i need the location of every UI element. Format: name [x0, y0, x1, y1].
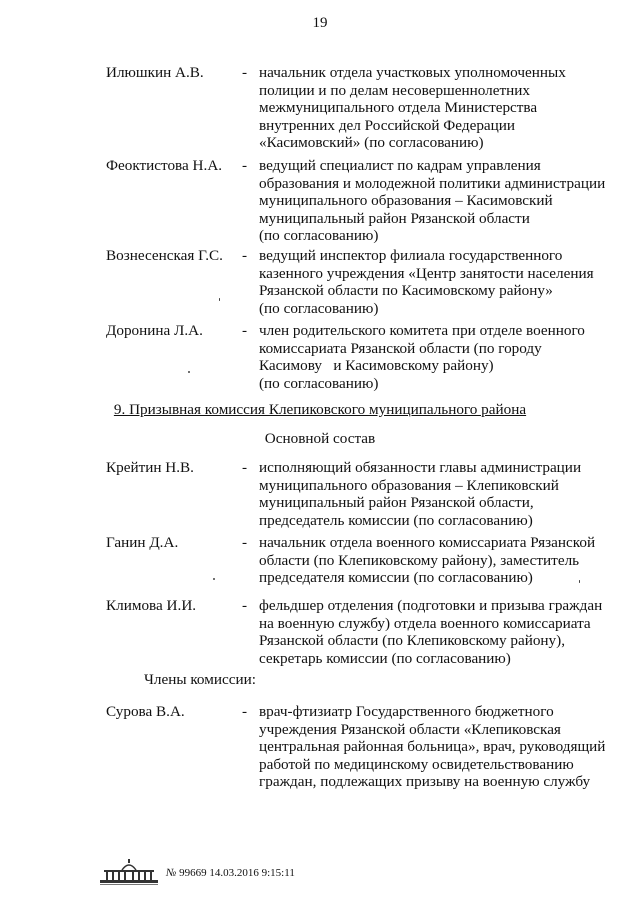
entry-description: [259, 597, 629, 667]
entry-dash: -: [242, 247, 248, 264]
description-line: фельдшер отделения (подготовки и призыва граждан: [259, 597, 603, 614]
description-line: председателя комиссии (по согласованию): [259, 569, 533, 587]
scan-speck: [188, 371, 190, 373]
description-line: работой по медицинскому освидетельствованию: [259, 755, 574, 773]
description-line: (по согласованию): [259, 374, 379, 392]
entry-description: [259, 322, 629, 392]
entry-dash: -: [242, 597, 248, 614]
description-line: муниципального образования – Касимовский: [259, 192, 553, 210]
description-line: на военную службу) отдела военного комиссариата: [259, 614, 591, 632]
entry-name: Вознесенская Г.С.: [106, 247, 223, 264]
description-line: муниципальный район Рязанской области,: [259, 494, 534, 512]
entry-name: Климова И.И.: [106, 597, 197, 614]
description-line: учреждения Рязанской области «Клепиковская: [259, 720, 561, 738]
entry-name: Феоктистова Н.А.: [106, 157, 223, 174]
entry-name: Сурова В.А.: [106, 703, 185, 720]
description-line: муниципальный район Рязанской области: [259, 209, 530, 227]
description-line: межмуниципального отдела Министерства: [259, 99, 538, 117]
entry-dash: -: [242, 64, 248, 81]
description-line: муниципального образования – Клепиковский: [259, 476, 559, 494]
entry-name: Доронина Л.А.: [106, 322, 203, 339]
description-line: Касимову и Касимовскому району): [259, 357, 494, 375]
scan-speck: [219, 298, 220, 301]
government-building-logo-icon: [98, 858, 160, 886]
description-line: Рязанской области по Касимовскому району»: [259, 282, 553, 300]
description-line: комиссариата Рязанской области (по городу: [259, 339, 542, 357]
description-line: секретарь комиссии (по согласованию): [259, 649, 511, 667]
description-line: области (по Клепиковскому району), заместитель: [259, 551, 580, 569]
footer: [98, 858, 338, 888]
entry-description: [259, 459, 629, 529]
entry-dash: -: [242, 322, 248, 339]
description-line: (по согласованию): [259, 299, 379, 317]
document-stamp: [166, 867, 295, 879]
entry-dash: -: [242, 459, 248, 476]
document-number: 99669: [179, 867, 207, 879]
entry-name: Илюшкин А.В.: [106, 64, 204, 81]
scan-speck: [213, 578, 215, 580]
entry-description: [259, 64, 629, 152]
description-line: (по согласованию): [259, 227, 379, 245]
description-line: председатель комиссии (по согласованию): [259, 511, 533, 529]
entry-description: [259, 157, 629, 245]
description-line: врач-фтизиатр Государственного бюджетного: [259, 703, 554, 720]
document-number-mark: №: [166, 867, 177, 879]
entry-description: [259, 534, 629, 587]
description-line: ведущий инспектор филиала государственного: [259, 247, 563, 264]
entry-dash: -: [242, 534, 248, 551]
page-number: 19: [312, 15, 328, 31]
description-line: ведущий специалист по кадрам управления: [259, 157, 541, 174]
document-timestamp: 14.03.2016 9:15:11: [209, 867, 295, 879]
entry-name: Крейтин Н.В.: [106, 459, 194, 476]
entry-dash: -: [242, 157, 248, 174]
scan-speck: [579, 580, 580, 583]
description-line: начальник отдела участковых уполномоченных: [259, 64, 566, 81]
entry-dash: -: [242, 703, 248, 720]
entry-name: Ганин Д.А.: [106, 534, 179, 551]
description-line: исполняющий обязанности главы администрации: [259, 459, 582, 476]
description-line: внутренних дел Российской Федерации: [259, 116, 516, 134]
description-line: «Касимовский» (по согласованию): [259, 134, 484, 152]
description-line: начальник отдела военного комиссариата Рязанской: [259, 534, 596, 551]
entry-description: [259, 247, 629, 317]
section-title-text: 9. Призывная комиссия Клепиковского муниципального района: [113, 401, 527, 418]
description-line: граждан, подлежащих призыву на военную службу: [259, 773, 591, 791]
description-line: полиции и по делам несовершеннолетних: [259, 81, 530, 99]
members-label: Члены комиссии:: [144, 671, 256, 688]
description-line: центральная районная больница», врач, руководящий: [259, 738, 606, 756]
section-title: [0, 401, 640, 419]
section-subtitle: Основной состав: [264, 430, 376, 447]
description-line: казенного учреждения «Центр занятости населения: [259, 264, 594, 282]
description-line: член родительского комитета при отделе военного: [259, 322, 585, 339]
description-line: образования и молодежной политики администрации: [259, 174, 606, 192]
entry-description: [259, 703, 629, 791]
description-line: Рязанской области (по Клепиковскому району),: [259, 632, 566, 650]
